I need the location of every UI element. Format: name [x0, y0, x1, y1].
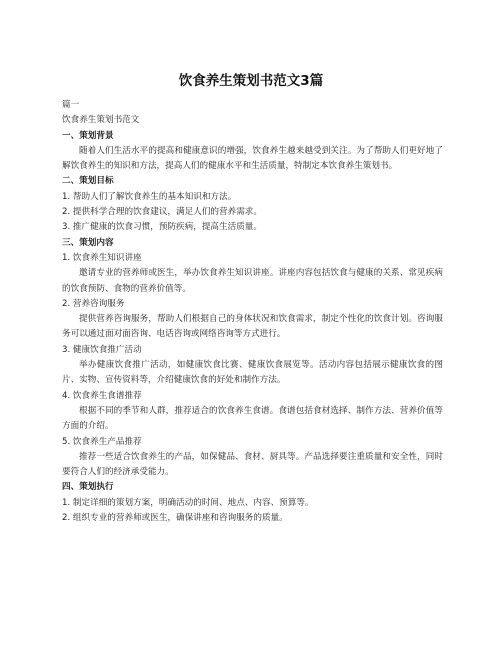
execution-item: 1. 制定详细的策划方案，明确活动的时间、地点、内容、预算等。	[62, 497, 314, 508]
document-title: 饮食养生策划书范文3篇	[178, 73, 324, 89]
document-body	[62, 98, 443, 526]
goal-item: 2. 提供科学合理的饮食建议，满足人们的营养需求。	[62, 207, 262, 218]
content-item-title: 2. 营养咨询服务	[62, 298, 125, 309]
content-item-text: 根据不同的季节和人群，推荐适合的饮食养生食谱。食谱包括食材选择、制作方法、营养价值等方面的介绍。	[62, 405, 443, 432]
part-label: 篇一	[62, 100, 80, 110]
content-item-text: 推荐一些适合饮食养生的产品，如保健品、食材、厨具等。产品选择要注重质量和安全性，同时要符合人们的经济承受能力。	[62, 451, 443, 478]
content-item-text: 提供营养咨询服务，帮助人们根据自己的身体状况和饮食需求，制定个性化的饮食计划。咨询服务可以通过面对面咨询、电话咨询或网络咨询等方式进行。	[62, 314, 443, 340]
content-item-title: 3. 健康饮食推广活动	[62, 344, 142, 355]
background-paragraph: 随着人们生活水平的提高和健康意识的增强，饮食养生越来越受到关注。为了帮助人们更好地了解饮食养生的知识和方法，提高人们的健康水平和生活质量，特制定本饮食养生策划书。	[62, 145, 443, 172]
document-subtitle: 饮食养生策划书范文	[62, 115, 140, 126]
content-item-title: 5. 饮食养生产品推荐	[62, 436, 142, 447]
execution-item: 2. 组织专业的营养师或医生，确保讲座和咨询服务的质量。	[62, 513, 288, 524]
content-item-text: 邀请专业的营养师或医生，举办饮食养生知识讲座。讲座内容包括饮食与健康的关系、常见疾病的饮食预防、食物的营养价值等。	[62, 268, 443, 294]
goal-item: 1. 帮助人们了解饮食养生的基本知识和方法。	[62, 191, 237, 202]
section-heading-goals: 二、策划目标	[62, 176, 114, 187]
content-item-title: 4. 饮食养生食谱推荐	[62, 390, 142, 401]
section-heading-background: 一、策划背景	[62, 130, 114, 141]
section-heading-content: 三、策划内容	[62, 237, 114, 248]
section-heading-execution: 四、策划执行	[62, 482, 114, 493]
content-item-title: 1. 饮食养生知识讲座	[62, 252, 142, 263]
goal-item: 3. 推广健康的饮食习惯，预防疾病，提高生活质量。	[62, 222, 262, 233]
content-item-text: 举办健康饮食推广活动，如健康饮食比赛、健康饮食展览等。活动内容包括展示健康饮食的图片、实物、宣传资料等，介绍健康饮食的好处和制作方法。	[62, 360, 443, 386]
